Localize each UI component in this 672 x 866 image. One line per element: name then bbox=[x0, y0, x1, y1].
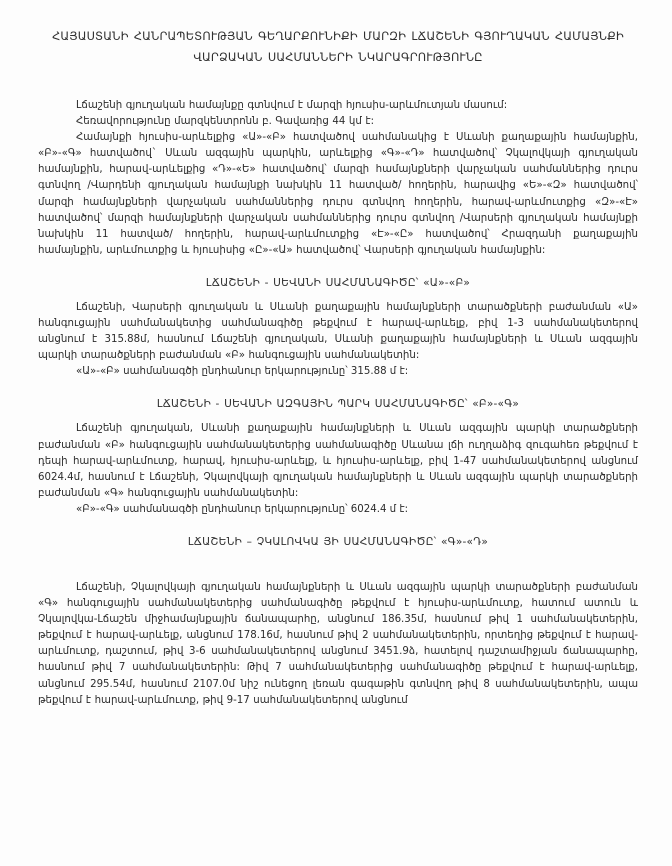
section-paragraph-ab: Լճաշենի, Վարսերի գյուղական և Սևանի քաղաքային համայնքների տարածքների բաժանման «Ա» հանգուցային սահմանակետից սահմանագիծը թեքվում է հարավ-արևելք, բիվ 1-3 սահմանակետերով անցնում է 315.88մ, հասնում Լճաշենի գյուղական, Սևանի քաղաքային համայնքների և Սևան ազգային պարկի տարածքների բաժանման «Բ» հանգուցային սահմանակետին: bbox=[38, 301, 638, 362]
section-3-spacer bbox=[38, 518, 638, 534]
intro-paragraph-3: Համայնքի հյուսիս-արևելքից «Ա»-«Բ» հատվածով սահմանակից է Սևանի քաղաքային համայնքին, «Բ»-«Գ» հատվածով` Սևան ազգային պարկին, արևելքից «Գ»-«Դ» հատվածով՝ Չկալովկայի գյուղական համայնքին, հարավ-արևելքից «Դ»-«Ե» հատվածով՝ մարզի համայնքների վարչական սահմաններից դուրս գտնվող /Վարդենի գյուղական համայնքի նախկին 11 հատված/ հողերին, հարավից «Ե»-«Զ» հատվածով՝ մարզի համայնքների վարչական սահմաններից դուրս գտնվող հողերին, հարավ-արևմուտքից «Զ»-«Է» հատվածով՝ մարզի համայնքների վարչական սահմաններից դուրս գտնվող /Վարսերի գյուղական համայնքի նախկին 11 հատված/ հողերին, հարավ-արևմուտքից «Է»-«Ը» հատվածով՝ Հրազդանի քաղաքային համայնքին, արևմուտքից և հյուսիսից «Ը»-«Ա» հատվածով՝ Վարսերի գյուղական համայնքին: bbox=[38, 132, 638, 256]
page-title-line-1: ՀԱՅԱՍՏԱՆԻ ՀԱՆՐԱՊԵՏՈՒԹՅԱՆ ԳԵՂԱՐՔՈՒՆԻՔԻ ՄԱՐԶԻ ԼՃԱՇԵՆԻ ԳՅՈՒՂԱԿԱՆ ՀԱՄԱՅՆՔԻ bbox=[52, 29, 624, 43]
section-heading-gd: ԼՃԱՇԵՆԻ – ՉԿԱԼՈՎԿԱ ՅԻ ՍԱՀՄԱՆԱԳԻԾԸ՝ «Գ»-«Դ» bbox=[187, 535, 489, 548]
section-heading-bg: ԼՃԱՇԵՆԻ - ՍԵՎԱՆԻ ԱԶԳԱՅԻՆ ՊԱՐԿ ՍԱՀՄԱՆԱԳԻԾԸ՝ «Բ»-«Գ» bbox=[156, 398, 520, 411]
page-title bbox=[38, 26, 638, 68]
section-summary-bg: «Բ»-«Գ» սահմանագծի ընդհանուր երկարությունը՝ 6024.4 մ է: bbox=[76, 503, 409, 515]
intro-paragraph-1: Լճաշենի գյուղական համայնքը գտնվում է մարզի հյուսիս-արևմուտյան մասում: bbox=[76, 100, 508, 111]
section-paragraph-bg: Լճաշենի գյուղական, Սևանի քաղաքային համայնքների և Սևան ազգային պարկի տարածքների բաժանման «Բ» հանգուցային սահմանակետերից սահմանագիծը Սևանա լճի ուղղաձիգ զուգահեռ թեքվում է դեպի հարավ-արևմուտք, հարավ, հյուսիս-արևելք, և հյուսիս-արևելք, բիվ 1-47 սահմանակետերով անցնում 6024.4մ, հասնում է Լճաշենի, Չկալովկայի գյուղական համայնքների և Սևան ազգային պարկի տարածքների բաժանման «Գ» հանգուցային սահմանակետին: bbox=[38, 423, 638, 499]
section-2-spacer bbox=[38, 380, 638, 396]
section-heading-ab: ԼՃԱՇԵՆԻ - ՍԵՎԱՆԻ ՍԱՀՄԱՆԱԳԻԾԸ՝ «Ա»-«Բ» bbox=[205, 276, 471, 289]
intro-paragraph-2: Հեռավորությունը մարզկենտրոնն բ. Գավառից 44 կմ է: bbox=[76, 116, 375, 128]
section-3-head-spacer bbox=[38, 550, 638, 580]
section-paragraph-gd: Լճաշենի, Չկալովկայի գյուղական համայնքների և Սևան ազգային պարկի տարածքների բաժանման «Գ» հանգուցային սահմանակետերից սահմանագիծը թեքվում է հյուսիս-արևմուտք, հատում ատուն և Չկալովկա-Լճաշեն միջհամայնքային ճանապարհը, անցնում 186.35մ, հասնում թիվ 1 սահմանակետերին, թեքվում է հարավ-արևելք, անցնում 178.16մ, հասնում թիվ 2 սահմանակետերին, որտեղից թեքվում է հարավ-արևմուտք, դաշտում, թիվ 3-6 սահմանակետերով անցնում 3451.9ձ, հատելով դաշտամիջյան ճանապարհը, հասնում թիվ 7 սահմանակետերին: Թիվ 7 սահմանակետերից սահմանագիծը թեքվում է հարավ-արևելք, անցնում 295.54մ, հասնում 2107.0մ նիշ ունեցող լեռան գագաթին գտնվող թիվ 8 սահմանակետերին, ապա թեքվում է հարավ-արևմուտք, թիվ 9-17 սահմանակետերով անցնում bbox=[38, 581, 638, 706]
section-1-spacer bbox=[38, 259, 638, 275]
section-2-head-spacer bbox=[38, 412, 638, 421]
section-summary-ab: «Ա»-«Բ» սահմանագծի ընդհանուր երկարությունը՝ 315.88 մ է: bbox=[76, 366, 409, 378]
page-title-line-2: ՎԱՐՁԱԿԱՆ ՍԱՀՄԱՆՆԵՐԻ ՆԿԱՐԱԳՐՈՒԹՅՈՒՆԸ bbox=[193, 50, 483, 64]
title-spacer bbox=[38, 68, 638, 98]
section-1-head-spacer bbox=[38, 291, 638, 300]
